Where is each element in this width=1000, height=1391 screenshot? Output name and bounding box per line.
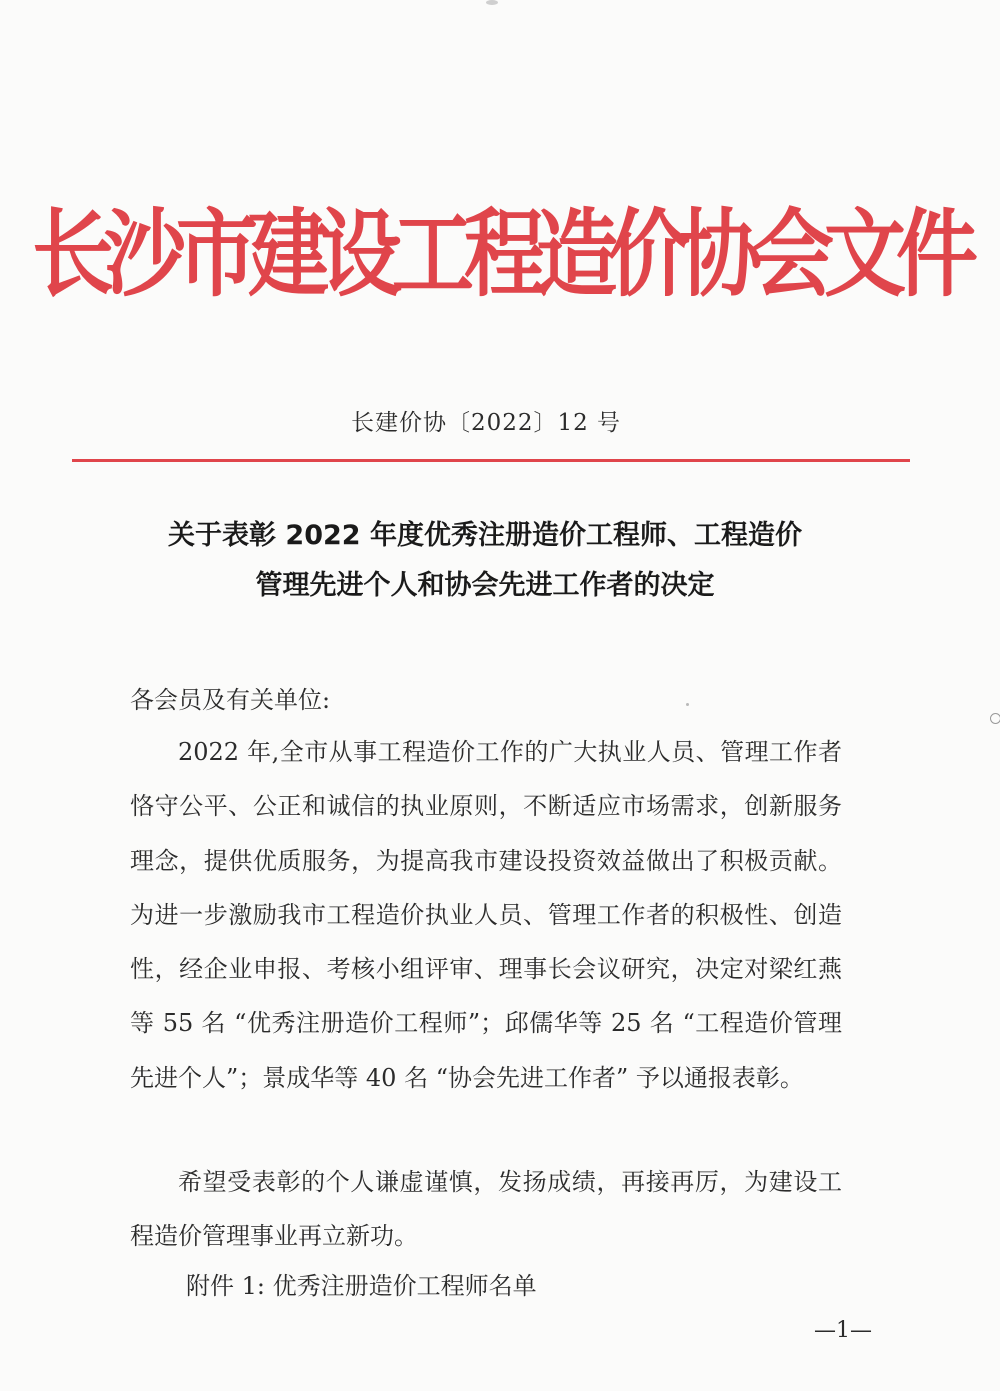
scan-speck bbox=[990, 713, 1000, 724]
page-number: —1— bbox=[814, 1318, 872, 1343]
attachment-line: 附件 1: 优秀注册造价工程师名单 bbox=[186, 1272, 537, 1300]
decision-title-line-1: 关于表彰 2022 年度优秀注册造价工程师、工程造价 bbox=[168, 520, 802, 551]
red-divider-line bbox=[72, 459, 910, 462]
scan-speck bbox=[686, 703, 689, 706]
issuer-header-title: 长沙市建设工程造价协会文件 bbox=[31, 200, 968, 311]
scan-speck bbox=[486, 0, 498, 5]
salutation: 各会员及有关单位: bbox=[130, 686, 331, 714]
decision-title bbox=[100, 511, 870, 611]
decision-title-line-2: 管理先进个人和协会先进工作者的决定 bbox=[255, 570, 715, 601]
document-number: 长建价协〔2022〕12 号 bbox=[350, 410, 622, 436]
body-paragraph-2: 希望受表彰的个人谦虚谨慎，发扬成绩，再接再厉，为建设工程造价管理事业再立新功。 bbox=[130, 1168, 842, 1251]
body-paragraph-1: 2022 年,全市从事工程造价工作的广大执业人员、管理工作者恪守公平、公正和诚信的执业原则，不断适应市场需求，创新服务理念，提供优质服务，为提高我市建设投资效益做出了积极贡献。为进一步激励我市工程造价执业人员、管理工作者的积极性、创造性，经企业申报、考核小组评审、理事长会议研究，决定对梁红燕等 55 名 “优秀注册造价工程师”；邱儒华等 25 名 “工程造价管理先进个人”；景成华等 40 名 “协会先进工作者” 予以通报表彰。 bbox=[130, 738, 842, 1092]
